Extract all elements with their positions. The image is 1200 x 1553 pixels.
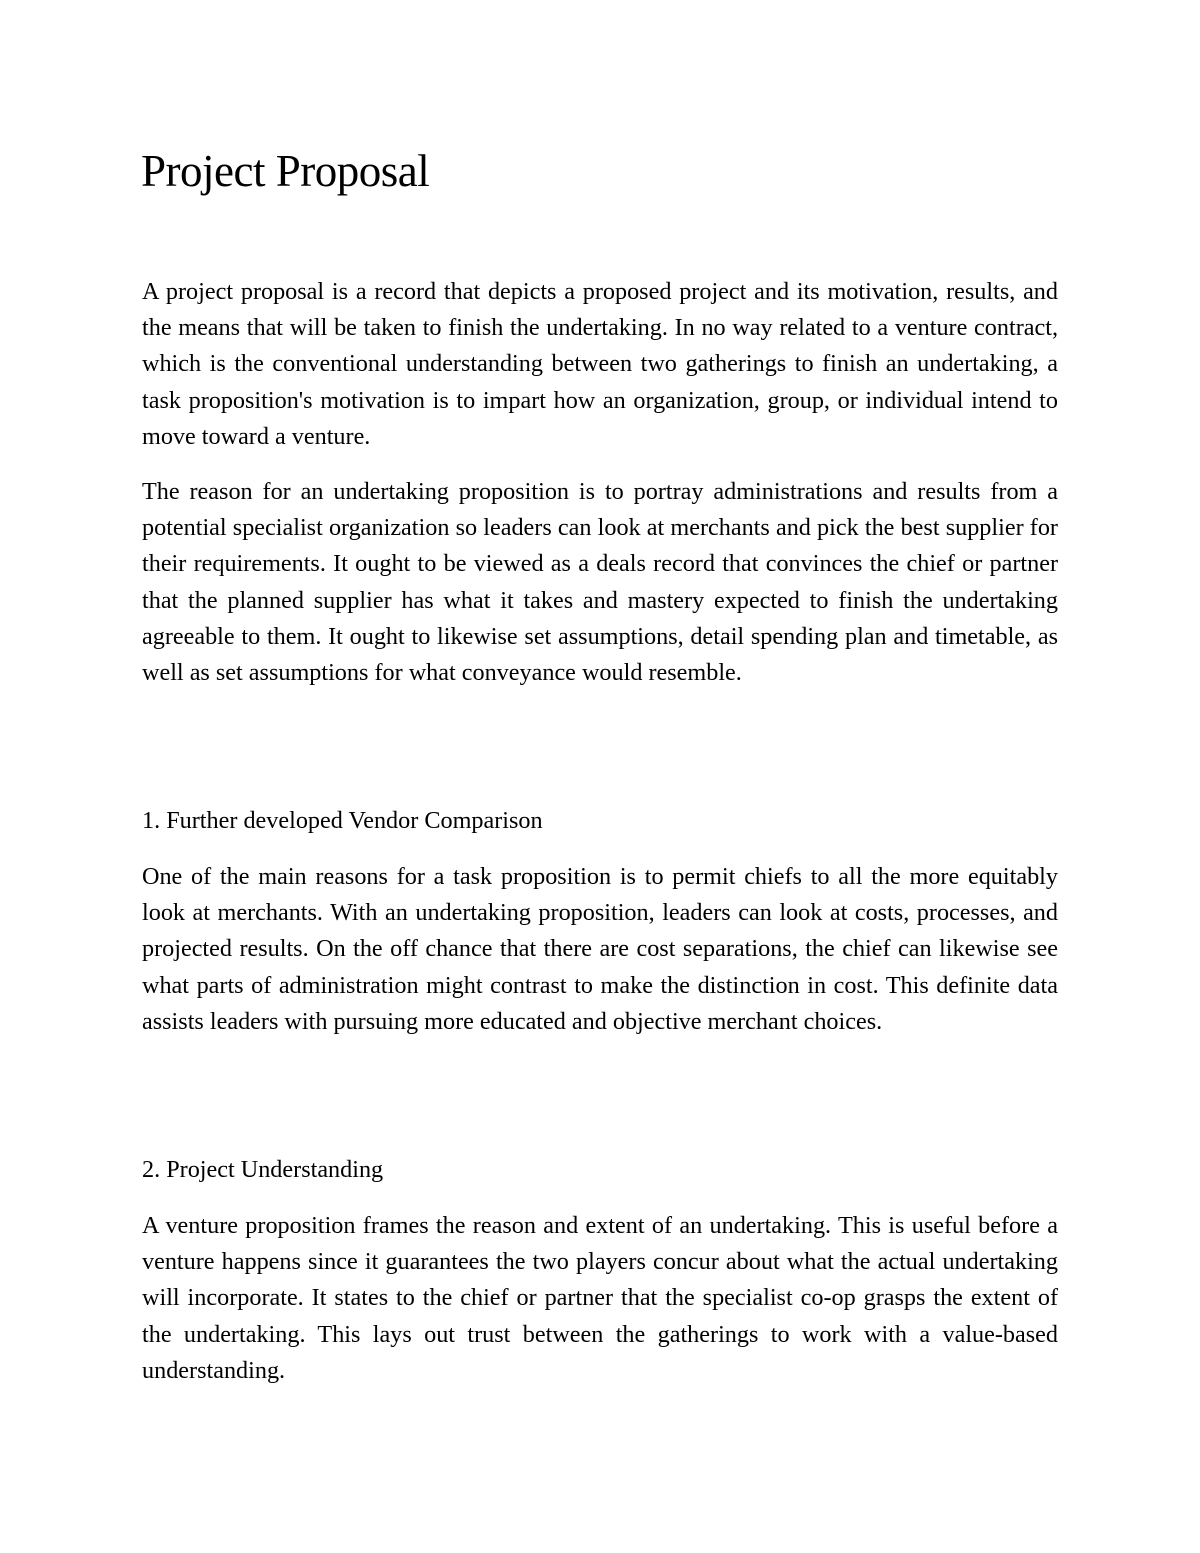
section-body-project-understanding: A venture proposition frames the reason and extent of an undertaking. This is useful before a venture happens since it guarantees the two players concur about what the actual undertaking will incorporate. It states to the chief or partner that the specialist co-op grasps the extent of the undertaking. This lays out trust between the gatherings to work with a value-based understanding. <box>142 1212 1058 1384</box>
section-heading-project-understanding: 2. Project Understanding <box>142 1156 384 1183</box>
document-title: Project Proposal <box>141 146 430 196</box>
section-body-vendor-comparison: One of the main reasons for a task proposition is to permit chiefs to all the more equitably look at merchants. With an undertaking proposition, leaders can look at costs, processes, and projected results. On the off chance that there are cost separations, the chief can likewise see what parts of administration might contrast to make the distinction in cost. This definite data assists leaders with pursuing more educated and objective merchant choices. <box>142 863 1058 1035</box>
reason-paragraph: The reason for an undertaking proposition is to portray administrations and results from a potential specialist organization so leaders can look at merchants and pick the best supplier for their requirements. It ought to be viewed as a deals record that convinces the chief or partner that the planned supplier has what it takes and mastery expected to finish the undertaking agreeable to them. It ought to likewise set assumptions, detail spending plan and timetable, as well as set assumptions for what conveyance would resemble. <box>142 478 1058 687</box>
section-heading-vendor-comparison: 1. Further developed Vendor Comparison <box>142 807 543 834</box>
intro-paragraph: A project proposal is a record that depicts a proposed project and its motivation, results, and the means that will be taken to finish the undertaking. In no way related to a venture contract, which is the conventional understanding between two gatherings to finish an undertaking, a task proposition's motivation is to impart how an organization, group, or individual intend to move toward a venture. <box>142 278 1058 450</box>
